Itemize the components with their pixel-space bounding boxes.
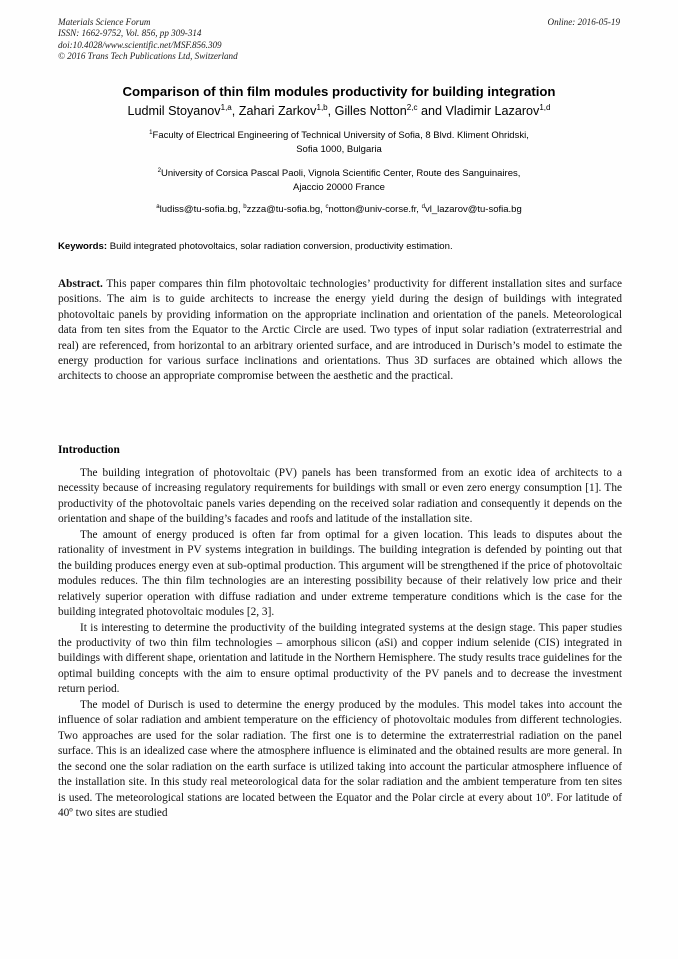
doi-line: doi:10.4028/www.scientific.net/MSF.856.309: [58, 39, 222, 50]
paragraph: The building integration of photovoltaic (PV) panels has been transformed from an exotic idea of architects to a necessity because of increasing regulatory requirements for buildings with small or even zero energy consumption [1]. The productivity of the photovoltaic panels varies depending on the received solar radiation and consequently it depends on the orientation and shape of the building’s facades and roofs and latitude of the installation site.: [58, 467, 622, 526]
affiliation-line: Sofia 1000, Bulgaria: [296, 144, 382, 155]
affiliation-line: [60, 129, 618, 143]
journal-name: Materials Science Forum: [58, 17, 151, 27]
author-affiliation-marker: 1,a: [220, 102, 232, 112]
masthead: [58, 17, 620, 63]
author-affiliation-marker: 2,c: [406, 102, 418, 112]
email-marker: d: [421, 202, 425, 210]
online-publication-date: Online: 2016-05-19: [547, 17, 620, 27]
paragraph: The model of Durisch is used to determine the energy produced by the modules. This model takes into account the influence of solar radiation and ambient temperature on the efficiency of photovoltaic modules from different technologies. Two approaches are used for the solar radiation. The first one is to determine the extraterrestrial radiation on the panel surface. This is an idealized case where the atmosphere influence is eliminated and the obtained results are more general. In the second one the solar radiation on the earth surface is utilized taking into account the particular atmosphere influence of the installation site. In this study real meteorological data for the solar radiation and the ambient temperature from ten sites is used. The meteorological stations are located between the Equator and the Polar circle at every about 10º. For latitude of 40º two sites are studied: [58, 698, 622, 819]
author-name: Gilles Notton: [334, 104, 407, 118]
abstract-label: Abstract.: [58, 278, 103, 290]
author-emails: [60, 203, 618, 217]
email-marker: c: [325, 202, 329, 210]
author-affiliation-marker: 1,b: [316, 102, 328, 112]
introduction-body: [58, 466, 622, 821]
paragraph: The amount of energy produced is often far from optimal for a given location. This leads to disputes about the rationality of investment in PV systems integration in buildings. The building integration is defended by pointing out that the building produces energy even at sub-optimal production. This argument will be strengthened if the price of photovoltaic modules reduces. The thin film technologies are an interesting possibility because of their relatively low price and their relatively superior operation with diffuse radiation and under extreme temperature conditions which is the case for the building integrated photovoltaic modules [2, 3].: [58, 528, 622, 619]
email-marker: a: [156, 202, 160, 210]
email-address[interactable]: notton@univ-corse.fr: [328, 204, 417, 215]
email-separator: ,: [237, 204, 244, 215]
author-name: Zahari Zarkov: [238, 104, 317, 118]
author-list: [40, 103, 638, 119]
affiliation-text: University of Corsica Pascal Paoli, Vignola Scientific Center, Route des Sanguinaires,: [160, 168, 521, 179]
affiliation-text: Faculty of Electrical Engineering of Technical University of Sofia, 8 Blvd. Kliment Ohridski,: [152, 130, 529, 141]
affiliation-marker: 2: [157, 166, 161, 174]
abstract-text: This paper compares thin film photovoltaic technologies’ productivity for different installation sites and surface positions. The aim is to guide architects to increase the energy yield during the design of buildings with integrated photovoltaic panels by providing information on the appropriate inclination and orientation of the panels. Meteorological data from ten sites from the Equator to the Arctic Circle are used. Two types of input solar radiation (extraterrestrial and real) are referenced, from horizontal to an arbitrary oriented surface, and are introduced in Durisch’s model to estimate the energy production for various surface inclinations and orientations. Thus 3D surfaces are obtained which allows the architects to choose an appropriate compromise between the aesthetic and the practical.: [58, 278, 622, 383]
keywords-label: Keywords:: [58, 241, 108, 252]
email-separator: ,: [320, 204, 326, 215]
affiliation-line: [60, 167, 618, 181]
abstract-block: [58, 277, 622, 385]
keywords-text: Build integrated photovoltaics, solar radiation conversion, productivity estimation.: [109, 241, 453, 252]
paragraph: It is interesting to determine the productivity of the building integrated systems at the design stage. This paper studies the productivity of two thin film technologies – amorphous silicon (aSi) and copper indium selenide (CIS) integrated in buildings with different shape, orientation and latitude in the Northern Hemisphere. The study results trace guidelines for the optimal building concepts with the aim to ensure optimal productivity of the PV panels and to decrease the investment return period.: [58, 621, 622, 696]
email-address[interactable]: ludiss@tu-sofia.bg: [159, 204, 238, 215]
issn-volume-pages: ISSN: 1662-9752, Vol. 856, pp 309-314: [58, 28, 202, 39]
affiliation-line: Ajaccio 20000 France: [293, 182, 385, 193]
author-separator: ,: [231, 104, 239, 118]
email-separator: ,: [416, 204, 422, 215]
author-name: Vladimir Lazarov: [445, 104, 540, 118]
email-marker: b: [243, 202, 247, 210]
author-affiliation-marker: 1,d: [539, 102, 551, 112]
copyright-line: © 2016 Trans Tech Publications Ltd, Switzerland: [58, 51, 238, 62]
section-heading-introduction: Introduction: [58, 444, 120, 456]
email-address[interactable]: zzza@tu-sofia.bg: [246, 204, 321, 215]
author-name: Ludmil Stoyanov: [127, 104, 221, 118]
author-separator: ,: [327, 104, 335, 118]
page-title: Comparison of thin film modules productivity for building integration: [122, 84, 556, 99]
affiliation-marker: 1: [149, 128, 153, 136]
affiliation-2: [60, 167, 618, 195]
affiliation-1: [60, 129, 618, 157]
email-address[interactable]: vl_lazarov@tu-sofia.bg: [424, 204, 522, 215]
author-conjunction-word: and: [421, 104, 443, 118]
keywords-line: [58, 240, 620, 253]
